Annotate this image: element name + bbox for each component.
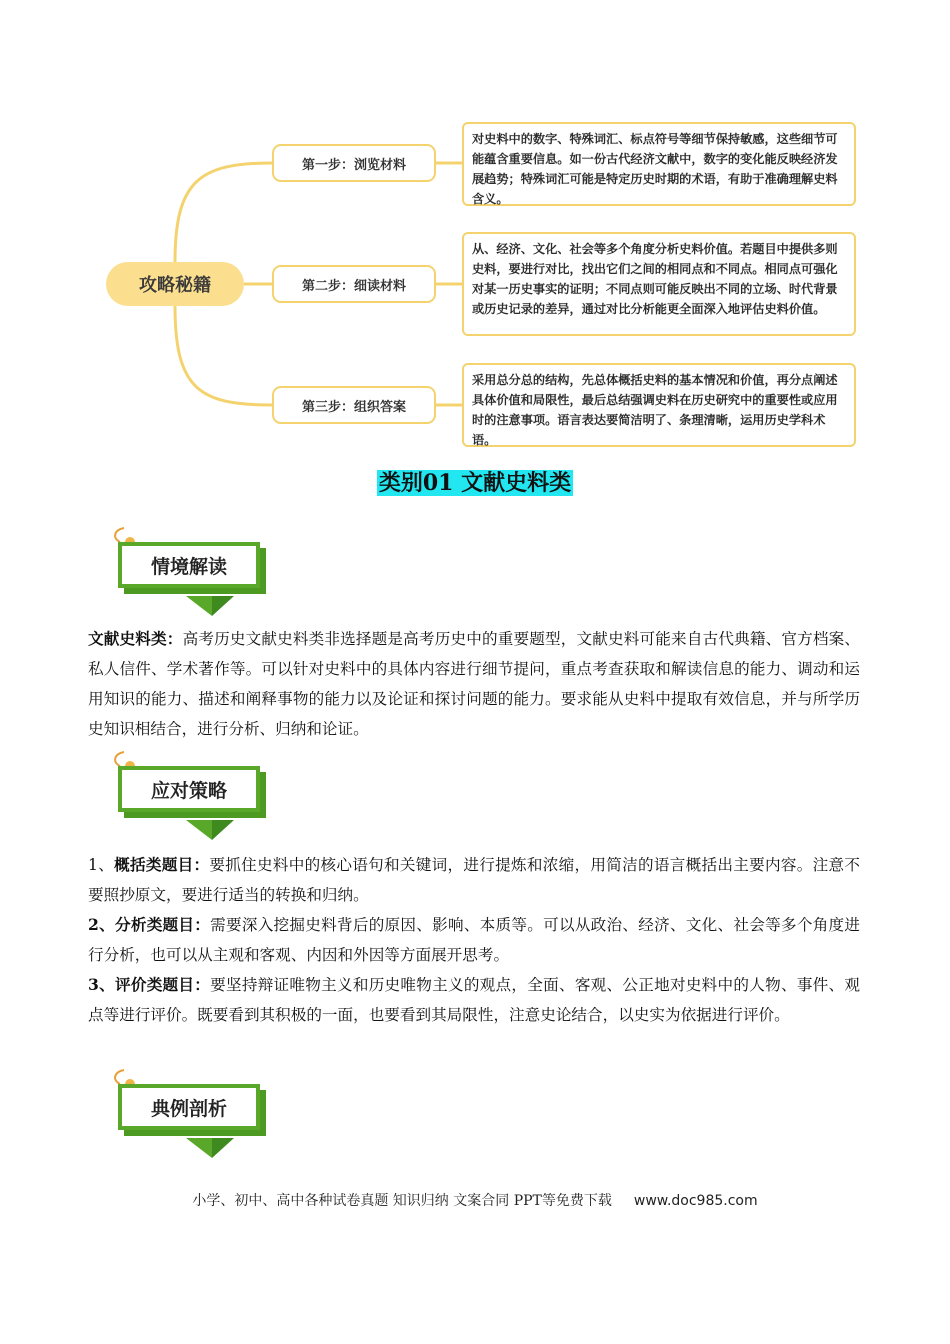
situation-term: 文献史料类：: [88, 629, 183, 648]
category-title-text: 类别01 文献史料类: [378, 470, 572, 496]
situation-paragraph: [88, 624, 860, 744]
connector-root-step1: [175, 163, 272, 262]
mindmap-detail-3: 采用总分总的结构，先总体概括史料的基本情况和价值，再分点阐述具体价值和局限性，最后总结强调史料在历史研究中的重要性或应用时的注意事项。语言表达要简洁明了、条理清晰，运用历史学科术语。: [462, 363, 856, 447]
section-banner-strategy: [94, 744, 274, 860]
mindmap-detail-1: 对史料中的数字、特殊词汇、标点符号等细节保持敏感，这些细节可能蕴含重要信息。如一份古代经济文献中，数字的变化能反映经济发展趋势；特殊词汇可能是特定历史时期的术语，有助于准确理解史料含义。: [462, 122, 856, 206]
situation-body: 高考历史文献史料类非选择题是高考历史中的重要题型，文献史料可能来自古代典籍、官方档案、私人信件、学术著作等。可以针对史料中的具体内容进行细节提问，重点考查获取和解读信息的能力、调动和运用知识的能力、描述和阐释事物的能力以及论证和探讨问题的能力。要求能从史料中提取有效信息，并与所学历史知识相结合，进行分析、归纳和论证。: [88, 630, 860, 738]
connector-root-step3: [175, 306, 272, 405]
category-title: [0, 466, 950, 497]
section-title-example: 典例剖析: [118, 1084, 260, 1130]
mindmap-step-1: 第一步：浏览材料: [272, 144, 436, 182]
section-title-strategy: 应对策略: [118, 766, 260, 812]
mindmap-detail-2: 从、经济、文化、社会等多个角度分析史料价值。若题目中提供多则史料，要进行对比，找出它们之间的相同点和不同点。相同点可强化对某一历史事实的证明；不同点则可能反映出不同的立场、时代背景或历史记录的差异，通过对比分析能更全面深入地评估史料价值。: [462, 232, 856, 336]
strategy-item-3-num: 3、: [88, 975, 115, 994]
mindmap-step-2: 第二步：细读材料: [272, 265, 436, 303]
footer-text: 小学、初中、高中各种试卷真题 知识归纳 文案合同 PPT等免费下载: [192, 1193, 612, 1209]
strategy-item-2-num: 2、: [88, 915, 115, 934]
mindmap-root: 攻略秘籍: [106, 262, 244, 306]
strategy-item-2: [88, 910, 860, 970]
strategy-item-1-term: 概括类题目：: [114, 855, 210, 874]
strategy-item-1-body: 要抓住史料中的核心语句和关键词，进行提炼和浓缩，用简洁的语言概括出主要内容。注意不要照抄原文，要进行适当的转换和归纳。: [88, 856, 860, 904]
section-banner-example: [94, 1062, 274, 1178]
strategy-item-3: [88, 970, 860, 1030]
strategy-list: [88, 850, 860, 1030]
mindmap-step-3: 第三步：组织答案: [272, 386, 436, 424]
strategy-item-3-body: 要坚持辩证唯物主义和历史唯物主义的观点，全面、客观、公正地对史料中的人物、事件、观点等进行评价。既要看到其积极的一面，也要看到其局限性，注意史论结合，以史实为依据进行评价。: [88, 976, 860, 1024]
footer-site-link[interactable]: www.doc985.com: [633, 1193, 758, 1209]
strategy-item-1-num: 1、: [88, 856, 115, 874]
strategy-item-1: [88, 850, 860, 910]
section-banner-situation: [94, 520, 274, 636]
section-title-situation: 情境解读: [118, 542, 260, 588]
strategy-item-2-term: 分析类题目：: [114, 915, 211, 934]
strategy-item-3-term: 评价类题目：: [114, 975, 211, 994]
strategy-item-2-body: 需要深入挖掘史料背后的原因、影响、本质等。可以从政治、经济、文化、社会等多个角度进行分析，也可以从主观和客观、内因和外因等方面展开思考。: [88, 916, 860, 964]
page-footer: [0, 1190, 950, 1210]
